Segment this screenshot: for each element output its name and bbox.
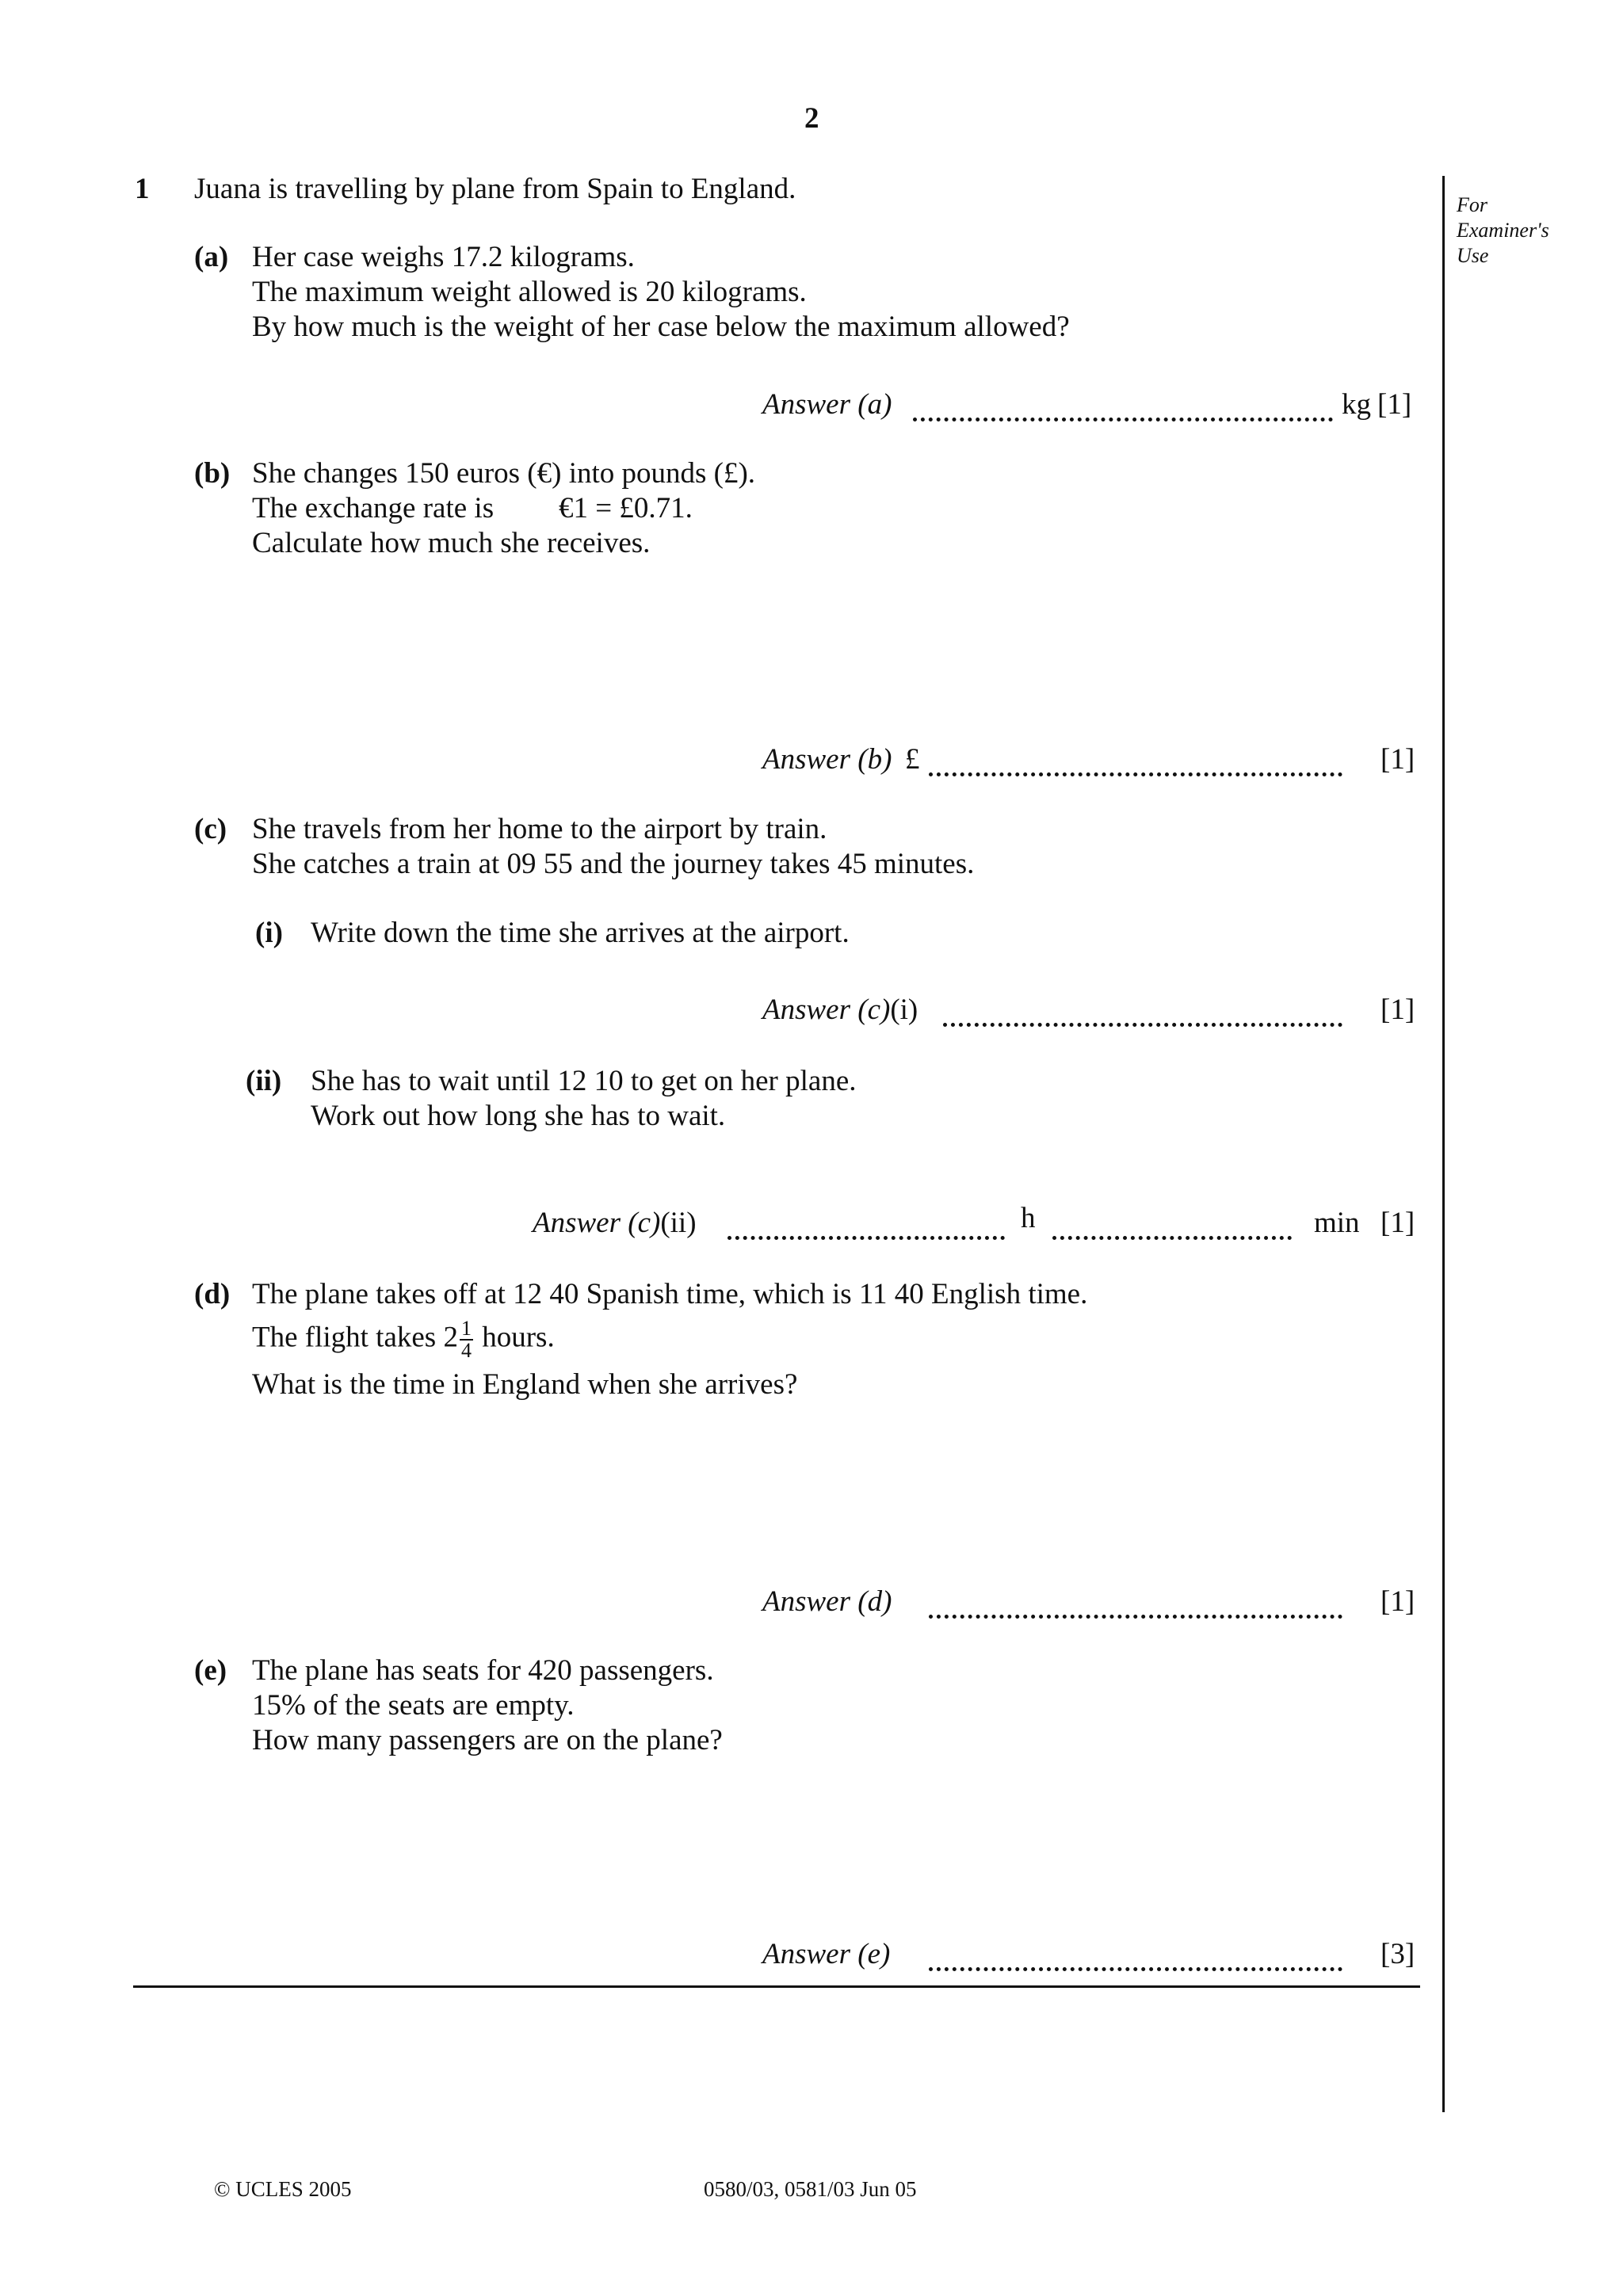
answer-e-field[interactable]: [929, 1961, 1342, 1975]
examiner-note-line: Examiner's: [1457, 219, 1549, 242]
part-e-line: 15% of the seats are empty.: [252, 1689, 575, 1722]
part-b-line-2: The exchange rate is: [252, 492, 495, 524]
answer-c-ii-label-sub: (ii): [660, 1207, 697, 1239]
answer-c-ii-minutes-unit: min: [1314, 1207, 1360, 1239]
fraction-one-quarter: [460, 1318, 473, 1361]
footer-code: 0580/03, 0581/03 Jun 05: [704, 2177, 917, 2201]
footer-copyright: © UCLES 2005: [214, 2177, 352, 2201]
fraction-numerator: 1: [460, 1317, 472, 1340]
part-b-label: (b): [194, 457, 231, 490]
answer-b-label: Answer (b): [762, 743, 892, 776]
answer-c-i-field[interactable]: [943, 1016, 1342, 1031]
examiner-note-line: For: [1457, 193, 1487, 216]
answer-c-i-label-sub: (i): [890, 994, 918, 1026]
part-d-line-2-pre: The flight takes 2: [252, 1321, 458, 1354]
answer-c-i-marks: [1]: [1381, 994, 1415, 1026]
part-e-line: The plane has seats for 420 passengers.: [252, 1654, 714, 1687]
part-e-text: [252, 1653, 723, 1758]
part-d-line-2: [252, 1318, 555, 1361]
part-c-label: (c): [194, 813, 227, 845]
part-c-ii-text: [311, 1064, 857, 1134]
section-end-rule: [133, 1985, 1420, 1988]
part-c-i-label: (i): [255, 917, 283, 949]
part-a-text: [252, 240, 1070, 345]
part-e-line: How many passengers are on the plane?: [252, 1724, 723, 1756]
part-a-line: By how much is the weight of her case below the maximum allowed?: [252, 311, 1070, 343]
part-c-ii-line: She has to wait until 12 10 to get on her plane.: [311, 1065, 857, 1097]
part-d-label: (d): [194, 1278, 231, 1310]
answer-a-unit: kg: [1342, 388, 1371, 421]
part-c-i-text: Write down the time she arrives at the airport.: [311, 917, 850, 949]
answer-e-label: Answer (e): [762, 1938, 891, 1970]
part-b-line-3: Calculate how much she receives.: [252, 527, 651, 559]
answer-b-currency: £: [905, 743, 920, 776]
answer-b-field[interactable]: [929, 766, 1342, 780]
part-a-line: Her case weighs 17.2 kilograms.: [252, 241, 635, 273]
part-c-text: [252, 812, 974, 882]
answer-c-ii-hours-unit: h: [1021, 1202, 1036, 1234]
answer-d-marks: [1]: [1381, 1585, 1415, 1618]
answer-c-ii-marks: [1]: [1381, 1207, 1415, 1239]
part-a-line: The maximum weight allowed is 20 kilograms.: [252, 276, 807, 308]
answer-a-marks: [1]: [1377, 388, 1412, 421]
part-c-line: She travels from her home to the airport by train.: [252, 813, 827, 845]
answer-a-field[interactable]: [913, 411, 1333, 425]
part-c-line: She catches a train at 09 55 and the journey takes 45 minutes.: [252, 848, 975, 880]
question-intro: Juana is travelling by plane from Spain to England.: [194, 173, 796, 205]
answer-b-marks: [1]: [1381, 743, 1415, 776]
part-d-line-3: What is the time in England when she arrives?: [252, 1368, 798, 1401]
part-d-line-1: The plane takes off at 12 40 Spanish time, which is 11 40 English time.: [252, 1278, 1088, 1310]
examiner-note: [1457, 193, 1549, 269]
answer-e-marks: [3]: [1381, 1938, 1415, 1970]
part-c-ii-label: (ii): [246, 1065, 282, 1097]
answer-c-i-label: [762, 993, 918, 1028]
answer-a-label: Answer (a): [762, 388, 892, 421]
fraction-denominator: 4: [460, 1339, 472, 1362]
part-b-line-1: She changes 150 euros (€) into pounds (£).: [252, 457, 756, 490]
answer-c-i-label-main: Answer (c): [762, 994, 891, 1026]
question-number: 1: [135, 173, 150, 205]
examiner-column-divider: [1442, 176, 1445, 2112]
part-a-label: (a): [194, 241, 229, 273]
part-c-ii-line: Work out how long she has to wait.: [311, 1100, 726, 1132]
answer-c-ii-minutes-field[interactable]: [1052, 1230, 1292, 1244]
part-b-exchange-rate: €1 = £0.71.: [559, 492, 693, 524]
part-e-label: (e): [194, 1654, 227, 1687]
answer-c-ii-label: [533, 1206, 697, 1241]
examiner-note-line: Use: [1457, 244, 1489, 267]
answer-d-field[interactable]: [929, 1608, 1342, 1623]
answer-d-label: Answer (d): [762, 1585, 892, 1618]
part-d-line-2-post: hours.: [482, 1321, 555, 1354]
answer-c-ii-hours-field[interactable]: [727, 1230, 1005, 1244]
answer-c-ii-label-main: Answer (c): [533, 1207, 661, 1239]
page-number: 2: [804, 102, 819, 135]
